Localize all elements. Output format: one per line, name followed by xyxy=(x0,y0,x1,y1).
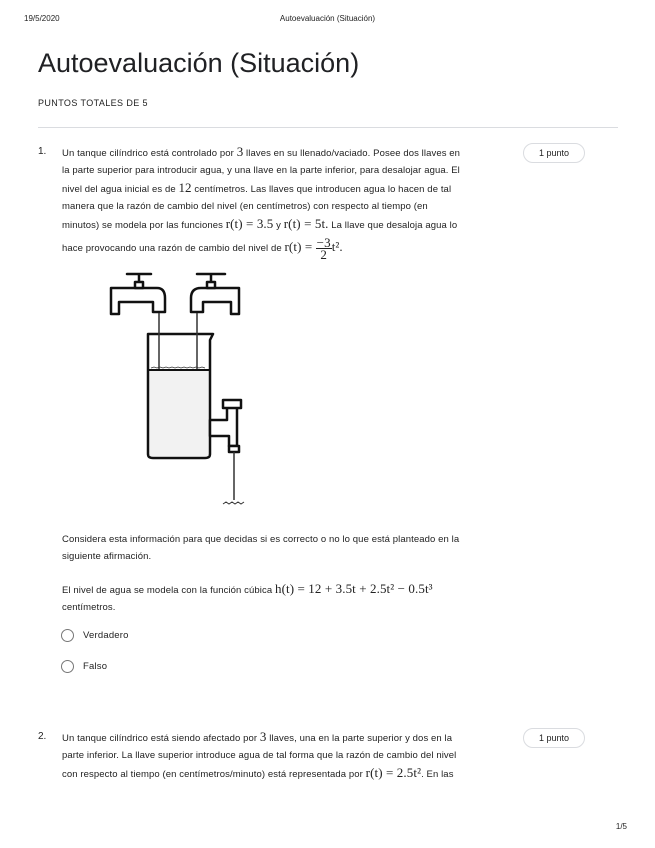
question-1-line-5: minutos) se modela por las funciones r(t) = 3.5 y r(t) = 5t. La llave que desaloja agua lo xyxy=(62,216,458,231)
option-label: Verdadero xyxy=(83,630,129,641)
question-2-line-1: Un tanque cilíndrico está siendo afectado por 3 llaves, una en la parte superior y dos en la xyxy=(62,729,453,744)
points-total: PUNTOS TOTALES DE 5 xyxy=(38,98,148,108)
question-1-points-badge: 1 punto xyxy=(523,143,585,163)
question-2-line-3: con respecto al tiempo (en centímetros/minuto) está representada por r(t) = 2.5t². En las xyxy=(62,765,454,780)
statement-formula: h(t) = 12 + 3.5t + 2.5t² − 0.5t³ xyxy=(274,581,433,596)
divider xyxy=(38,127,618,128)
radio-button[interactable] xyxy=(61,629,74,642)
question-1-statement: El nivel de agua se modela con la función cúbica h(t) = 12 + 3.5t + 2.5t² − 0.5t³ centímetros. xyxy=(62,580,532,616)
page-title: Autoevaluación (Situación) xyxy=(38,48,360,78)
question-2-number: 2. xyxy=(38,731,47,742)
question-1-instructions-line-1: Considera esta información para que decidas si es correcto o no lo que está planteado en la xyxy=(62,534,460,545)
page-number: 1/5 xyxy=(615,822,627,831)
question-2-points-badge: 1 punto xyxy=(523,728,585,748)
fraction: $\frac{-3}{2}$ xyxy=(316,235,331,262)
question-1-line-6: hace provocando una razón de cambio del nivel de r(t) = $\frac{-3}{2}$ t². xyxy=(62,235,343,262)
question-1-line-3: nivel del agua inicial es de 12 centímetros. Las llaves que introducen agua lo hacen de tal xyxy=(62,180,452,195)
radio-button[interactable] xyxy=(61,660,74,673)
question-1-line-4: manera que la razón de cambio del nivel (en centímetros) con respecto al tiempo (en xyxy=(62,201,428,212)
statement-units: centímetros. xyxy=(62,602,116,613)
print-doc-title: Autoevaluación (Situación) xyxy=(279,14,376,23)
option-verdadero[interactable] xyxy=(61,629,129,642)
question-2-line-2: parte inferior. La llave superior introduce agua de tal forma que la razón de cambio del nivel xyxy=(62,750,457,761)
question-1-text xyxy=(62,143,522,260)
question-2-text xyxy=(62,728,522,783)
question-1-line-1: Un tanque cilíndrico está controlado por 3 llaves en su llenado/vaciado. Posee dos llaves en xyxy=(62,144,461,159)
print-date: 19/5/2020 xyxy=(24,14,60,23)
tank-with-faucets-illustration xyxy=(105,268,265,513)
question-1-line-2: la parte superior para introducir agua, y una llave en la parte inferior, para desalojar agua. El xyxy=(62,165,460,176)
option-falso[interactable] xyxy=(61,660,107,673)
option-label: Falso xyxy=(83,661,108,672)
question-1-instructions xyxy=(62,531,532,565)
question-1-number: 1. xyxy=(38,146,47,157)
question-1-instructions-line-2: siguiente afirmación. xyxy=(62,551,152,562)
